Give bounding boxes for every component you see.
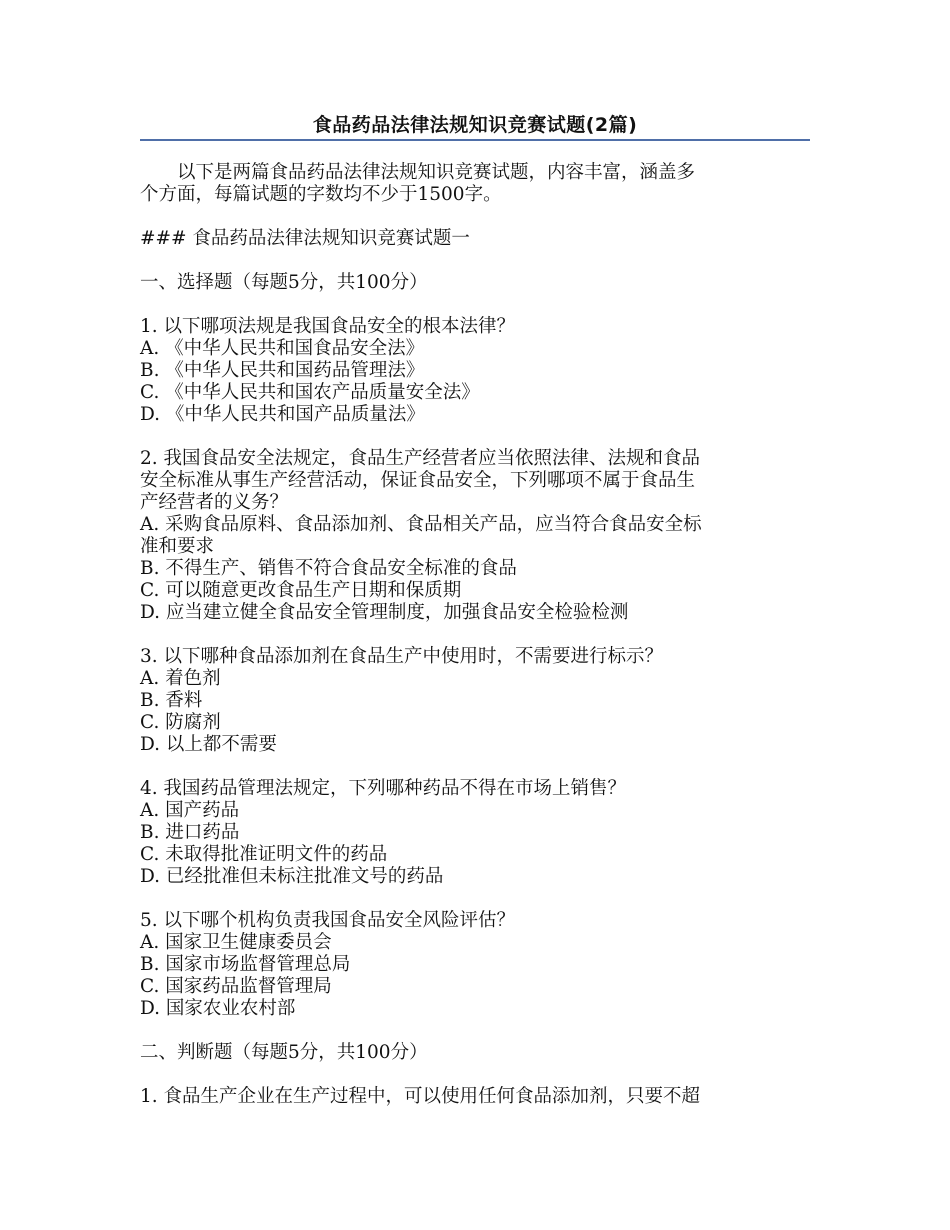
document-title: 食品药品法律法规知识竞赛试题(2篇): [312, 114, 638, 136]
section-heading: ### 食品药品法律法规知识竞赛试题一: [140, 228, 470, 249]
question-block: [140, 316, 810, 426]
option: A. 采购食品原料、食品添加剂、食品相关产品，应当符合食品安全标: [140, 514, 702, 535]
question-block: [140, 448, 810, 624]
option: C. 可以随意更改食品生产日期和保质期: [140, 580, 462, 601]
question-block: [140, 646, 810, 756]
intro-paragraph: [140, 162, 810, 206]
option: B. 不得生产、销售不符合食品安全标准的食品: [140, 558, 517, 579]
question-block: [140, 778, 810, 888]
option: B. 进口药品: [140, 822, 240, 843]
question-text: 1. 以下哪项法规是我国食品安全的根本法律？: [140, 316, 516, 337]
question-text: 3. 以下哪种食品添加剂在食品生产中使用时，不需要进行标示？: [140, 646, 664, 667]
part-heading: 二、判断题（每题5分，共100分）: [140, 1042, 428, 1063]
judge-question-text: 1. 食品生产企业在生产过程中，可以使用任何食品添加剂，只要不超: [140, 1086, 701, 1107]
option: A. 《中华人民共和国食品安全法》: [140, 338, 425, 359]
option: D. 以上都不需要: [140, 734, 277, 755]
option: B. 国家市场监督管理总局: [140, 954, 351, 975]
option: D. 已经批准但未标注批准文号的药品: [140, 866, 444, 887]
option: D. 国家农业农村部: [140, 998, 296, 1019]
option: C. 《中华人民共和国农产品质量安全法》: [140, 382, 480, 403]
option: 准和要求: [140, 536, 215, 557]
question-text: 2. 我国食品安全法规定，食品生产经营者应当依照法律、法规和食品: [140, 448, 701, 469]
option: D. 应当建立健全食品安全管理制度，加强食品安全检验检测: [140, 602, 629, 623]
question-text: 安全标准从事生产经营活动，保证食品安全，下列哪项不属于食品生: [140, 470, 696, 491]
intro-line: 个方面，每篇试题的字数均不少于1500字。: [140, 184, 502, 205]
document-body: [140, 162, 810, 1108]
part-heading: 一、选择题（每题5分，共100分）: [140, 272, 428, 293]
option: D. 《中华人民共和国产品质量法》: [140, 404, 425, 425]
option: C. 未取得批准证明文件的药品: [140, 844, 388, 865]
option: C. 国家药品监督管理局: [140, 976, 332, 997]
title-underline: [140, 139, 810, 141]
question-text: 产经营者的义务？: [140, 492, 289, 513]
option: A. 国产药品: [140, 800, 240, 821]
question-block: [140, 910, 810, 1020]
question-text: 5. 以下哪个机构负责我国食品安全风险评估？: [140, 910, 516, 931]
option: B. 《中华人民共和国药品管理法》: [140, 360, 425, 381]
option: A. 国家卫生健康委员会: [140, 932, 332, 953]
intro-line: 以下是两篇食品药品法律法规知识竞赛试题，内容丰富，涵盖多: [177, 162, 696, 183]
option: C. 防腐剂: [140, 712, 221, 733]
option: B. 香料: [140, 690, 203, 711]
option: A. 着色剂: [140, 668, 221, 689]
question-text: 4. 我国药品管理法规定，下列哪种药品不得在市场上销售？: [140, 778, 627, 799]
